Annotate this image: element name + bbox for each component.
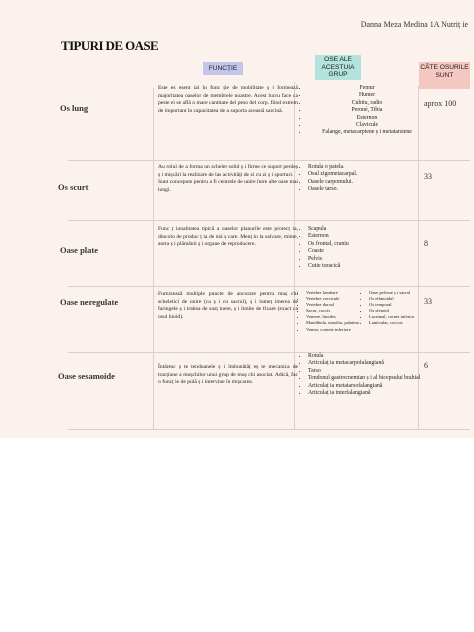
divider: [68, 429, 470, 430]
bone-list: [296, 164, 426, 194]
list-item: • Tendonul gastrocnemian ș i al bicepsului brahial: [308, 375, 426, 382]
list-item: • Lanticular, coccus: [369, 320, 428, 326]
list-item: • Oase pelvine ș i sacral: [369, 290, 428, 296]
bone-list: [296, 85, 426, 137]
list-item: • Osul zigometacarpal.: [308, 171, 426, 178]
list-item: • Esternon: [308, 233, 426, 240]
divider: [68, 160, 470, 161]
list-item: • Esternon: [308, 115, 426, 122]
divider: [153, 88, 154, 430]
list-item: • Cubitu, radio: [308, 100, 426, 107]
row-name: Oase sesamoide: [58, 371, 115, 381]
row-name: Oase plate: [60, 245, 99, 255]
list-item: • Pelvis: [308, 256, 426, 263]
list-item: • Tarso: [308, 368, 426, 375]
function-text: Au rolul de a forma un schelet solid ș i firme ce suport perdeș ș i mișcări la realizare de las activități de zi cu zi ș i sporturi.: [158, 164, 298, 178]
row-function: [158, 364, 298, 387]
list-item: • Clavicule: [308, 122, 426, 129]
list-item: • Cutie toracică: [308, 263, 426, 270]
list-item: • Vomer, cornete inferiore: [306, 327, 365, 333]
list-item: • Rotula: [308, 353, 426, 360]
row-function: [158, 85, 298, 115]
author-line: Danna Meza Medina 1A Nutriț ie: [360, 20, 468, 29]
list-item: • Vertebre cervicale: [306, 296, 365, 302]
bone-count: aprox 100: [424, 99, 457, 108]
function-text: Sunt concepute pentru a fi centrele de unire între alte oase mai lungi.: [158, 179, 298, 193]
list-item: • Falange, metacarpiene ș i metatarsiene: [308, 129, 426, 136]
list-item: • Humer: [308, 92, 426, 99]
list-item: • Os frontal, craniu: [308, 241, 426, 248]
list-item: • Lacrimal, cornet inferior: [369, 314, 428, 320]
bone-count: 33: [424, 297, 432, 306]
bone-list: [296, 353, 426, 397]
list-item: • Vertebre lombare: [306, 290, 365, 296]
bone-count: 6: [424, 361, 428, 370]
list-item: • Mandibula, maxilar, palatina: [306, 320, 365, 326]
header-bones: OSE ALE ACESTUIA GRUP: [315, 55, 361, 80]
list-item: • Scapula: [308, 226, 426, 233]
bone-count: 33: [424, 172, 432, 181]
row-function: [158, 226, 298, 249]
page-title: TIPURI DE OASE: [61, 38, 159, 53]
function-text: Este es esent ial în func ție de mobilitate ș i formează majoritatea oaselor de membrele noastre. Acest lucru face ca peste ei se află o mare cantitate del peso del corp. fiind extrem de important în capacitatea de a suporta această sarcină.: [158, 85, 298, 114]
list-item: • Vertebre dorsal: [306, 302, 365, 308]
list-item: • Femur: [308, 85, 426, 92]
list-item: • Articulaț ia metatarsofalangiană: [308, 383, 426, 390]
row-function: [158, 291, 298, 321]
row-name: Os lung: [60, 103, 89, 113]
list-item: • Os temporal: [369, 302, 428, 308]
header-count: CÂTE OSURILE SUNT: [419, 62, 470, 89]
row-function: [158, 164, 298, 194]
row-name: Oase neregulate: [60, 297, 119, 307]
row-name: Os scurt: [58, 182, 89, 192]
divider: [68, 220, 470, 221]
list-item: • Os sfenoid: [369, 308, 428, 314]
bone-count: 8: [424, 239, 428, 248]
list-item: • Articulaț ia metacarpofalangiană: [308, 360, 426, 367]
list-item: • Articulaț ia interfalangiană: [308, 390, 426, 397]
list-item: • Coaste: [308, 248, 426, 255]
list-item: • Os ethmoidal: [369, 296, 428, 302]
list-item: • Oasele carpomului.: [308, 179, 426, 186]
list-item: • Oasele tarso.: [308, 186, 426, 193]
list-item: • Peroné, Tibia: [308, 107, 426, 114]
bone-list: [296, 226, 426, 270]
list-item: • Sacru, coccis: [306, 308, 365, 314]
function-text: Furnizează multiple puncte de ancorare pentru muș chi scheletici de unire (ca ș i cu sacrul), ș i lumeț imerea de faringele ș i trahea de susț inere, ș i limite de fixare (exact ca osul hioid).: [158, 291, 298, 320]
function-text: Func ț ionalitatea tipică a oaselor planurile este protecț ia, dincolo de produc ț ia de mă ș care. Menț in la salvare, mime, aorta ș i plămânii ș i organe de reproducere.: [158, 226, 298, 248]
list-item: • Vomere, hioides: [306, 314, 365, 320]
divider: [68, 286, 470, 287]
list-item: • Rotula o patela.: [308, 164, 426, 171]
bone-list: [296, 290, 428, 333]
header-function: FUNCȚIE: [203, 62, 243, 75]
function-text: Întăresc ș te tendoanele ș i îmbunătăț eș te mecanica de tracțiune a mușchilor unui grup de muș chi asociat. Adică, fac o funcț ie de pulă ș i intervine în mișcarea.: [158, 364, 298, 386]
